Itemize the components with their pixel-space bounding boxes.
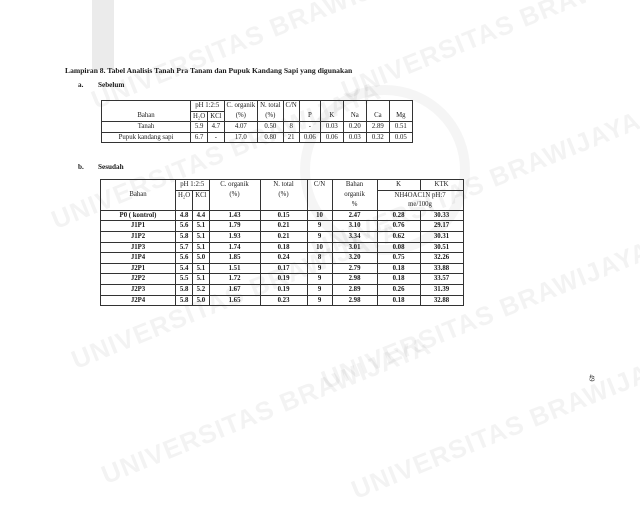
table-row: J2P1 5.4 5.1 1.51 0.17 9 2.79 0.18 33.88 [101, 263, 464, 274]
section-b-heading [78, 163, 124, 171]
table-row: J2P2 5.5 5.1 1.72 0.19 9 2.98 0.18 33.57 [101, 274, 464, 285]
header-n-total-unit: (%) [258, 111, 283, 122]
header-bahan-organik-1: Bahan [332, 180, 377, 191]
header-c-organik-unit: (%) [224, 111, 258, 122]
table-before [101, 100, 413, 143]
table-row: J2P3 5.8 5.2 1.67 0.19 9 2.89 0.26 31.39 [101, 284, 464, 295]
header-ph: pH 1:2:5 [176, 180, 210, 191]
header-cn: C/N [283, 101, 299, 112]
watermark-text [87, 0, 425, 116]
table-row: J2P4 5.8 5.0 1.65 0.23 9 2.98 0.18 32.88 [101, 295, 464, 306]
table-row: Pupuk kandang sapi 6.7 - 17.0 0.80 21 0.06 0.06 0.03 0.32 0.05 [102, 132, 413, 143]
table-row: J1P2 5.8 5.1 1.93 0.21 9 3.34 0.62 30.31 [101, 231, 464, 242]
table-row: Tanah 5.9 4.7 4.07 0.50 8 - 0.03 0.20 2.89 0.51 [102, 122, 413, 133]
watermark-text [337, 0, 640, 106]
table-after [100, 179, 464, 306]
header-kcl: KCl [208, 111, 224, 122]
header-ph: pH 1:2:5 [191, 101, 225, 112]
header-unit: me/100g [377, 200, 463, 210]
page-number: 49 [587, 374, 596, 382]
header-c-organik-unit: (%) [209, 190, 260, 210]
section-a-letter: a. [78, 81, 84, 89]
section-b-label: Sesudah [98, 163, 124, 171]
header-k: K [320, 111, 343, 122]
header-c-organik: C. organik [224, 101, 258, 112]
header-cn: C/N [307, 180, 332, 191]
header-bahan-organik-unit: % [332, 200, 377, 210]
section-b-letter: b. [78, 163, 84, 171]
header-n-total-unit: (%) [260, 190, 307, 210]
header-kcl: KCl [193, 190, 209, 210]
header-k: K [377, 180, 420, 191]
repository-side-strip [92, 0, 114, 70]
header-c-organik: C. organik [209, 180, 260, 191]
watermark-text [347, 345, 640, 506]
section-a-heading [78, 81, 124, 89]
appendix-title: Lampiran 8. Tabel Analisis Tanah Pra Tanam dan Pupuk Kandang Sapi yang digunakan [65, 66, 353, 75]
table-row: J1P4 5.6 5.0 1.85 0.24 8 3.20 0.75 32.26 [101, 253, 464, 264]
header-n-total: N. total [258, 101, 283, 112]
header-bahan: Bahan [102, 111, 191, 122]
watermark-text [97, 330, 435, 491]
header-bahan: Bahan [101, 190, 176, 200]
header-h2o: H₂O [191, 111, 208, 122]
header-na: Na [343, 111, 366, 122]
header-mg: Mg [389, 111, 412, 122]
header-bahan-organik-2: organik [332, 190, 377, 200]
table-row: P0 ( kontrol) 4.8 4.4 1.43 0.15 10 2.47 0.28 30.33 [101, 210, 464, 221]
header-n-total: N. total [260, 180, 307, 191]
header-p: P [299, 111, 320, 122]
table-row: J1P1 5.6 5.1 1.79 0.21 9 3.10 0.76 29.17 [101, 221, 464, 232]
header-nh4oac: NH4OAC1N pH:7 [377, 190, 463, 200]
header-ca: Ca [366, 111, 389, 122]
header-h2o: H₂O [176, 190, 193, 210]
table-row: J1P3 5.7 5.1 1.74 0.18 10 3.01 0.08 30.51 [101, 242, 464, 253]
header-ktk: KTK [420, 180, 463, 191]
section-a-label: Sebelum [98, 81, 125, 89]
